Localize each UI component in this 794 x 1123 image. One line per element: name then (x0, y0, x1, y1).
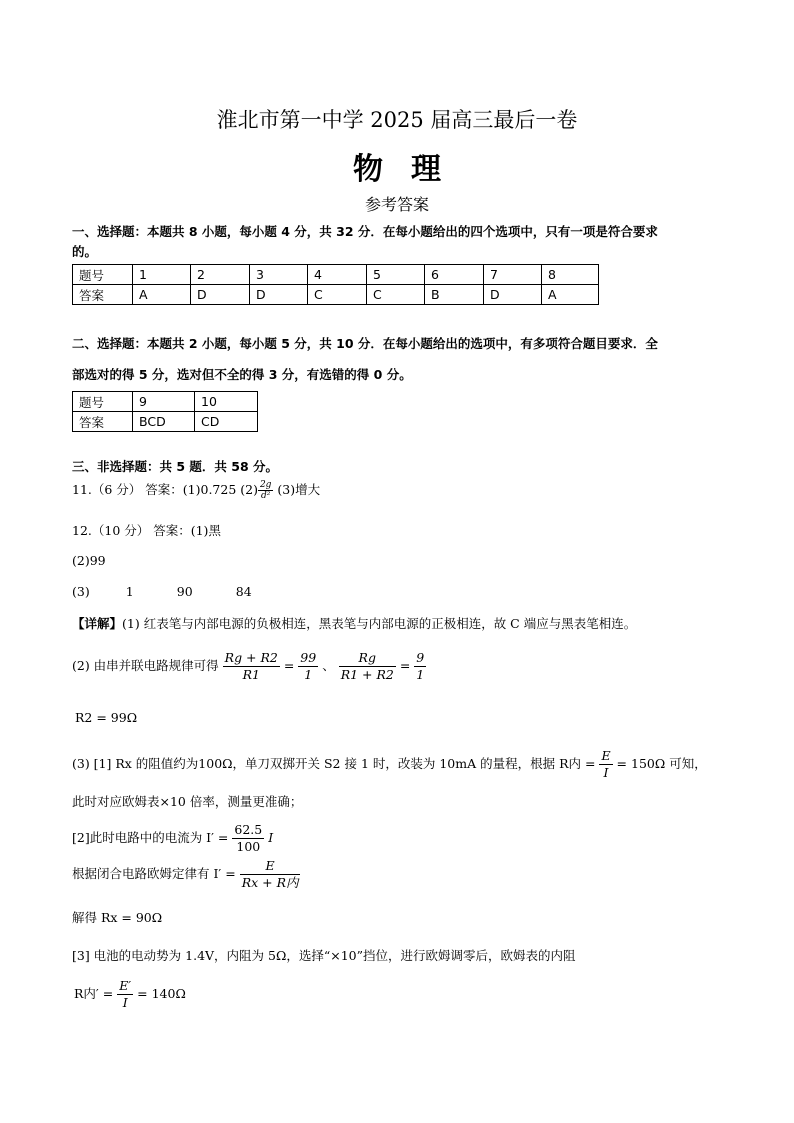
detail-label: 【详解】 (72, 616, 123, 631)
table-cell: D (191, 285, 250, 305)
detail-part3-line3: [3] 电池的电动势为 1.4V，内阻为 5Ω，选择“×10”挡位，进行欧姆调零后，欧姆表的内阻 (72, 948, 576, 963)
table-cell-label: 答案 (73, 285, 133, 305)
table-cell: A (133, 285, 191, 305)
table-cell: 9 (133, 392, 195, 412)
q11-suffix: (3)增大 (273, 482, 321, 497)
section3-heading: 三、非选择题：共 5 题．共 58 分。 (72, 459, 279, 474)
section2-answer-table (72, 391, 258, 432)
subject-title: 物理 (353, 152, 469, 187)
equation2-lhs (339, 650, 396, 683)
table-cell: 8 (542, 265, 599, 285)
equation2-rhs (414, 650, 426, 683)
table-cell: D (484, 285, 542, 305)
rin-fraction (117, 978, 133, 1011)
answers-title: 参考答案 (364, 195, 429, 214)
q12-part2: (2)99 (72, 553, 106, 568)
table-cell: 4 (308, 265, 367, 285)
q11-fraction (258, 480, 274, 501)
table-row-answers (73, 412, 258, 432)
detail-part3-line1 (72, 748, 707, 781)
frac-den: I (603, 765, 609, 780)
q12-part3-label: (3) (72, 584, 90, 599)
q11-answer (72, 480, 320, 501)
table-cell-label: 题号 (73, 392, 133, 412)
table-cell-label: 题号 (73, 265, 133, 285)
table-cell: 2 (191, 265, 250, 285)
table-cell: BCD (133, 412, 195, 432)
separator: 、 (322, 658, 335, 673)
frac-num: E (601, 748, 611, 763)
table-cell: 5 (367, 265, 425, 285)
table-cell: 6 (425, 265, 484, 285)
frac-den: R1 + R2 (340, 667, 394, 682)
frac-den: Rx + R内 (241, 875, 299, 890)
table-cell: A (542, 285, 599, 305)
ohm-prefix: 根据闭合电路欧姆定律有 I′ = (72, 866, 236, 881)
internal-resistance-equation (74, 978, 186, 1011)
frac-den: 1 (416, 667, 425, 682)
table-row-answers (73, 285, 599, 305)
table-cell: C (308, 285, 367, 305)
rx-result: 解得 Rx = 90Ω (72, 910, 163, 925)
table-cell: 3 (250, 265, 308, 285)
rin-suffix: = 140Ω (137, 986, 186, 1001)
q11-frac-den: d² (261, 491, 271, 501)
equation3 (599, 748, 612, 781)
current-equation (72, 822, 273, 855)
q12-part3 (72, 584, 252, 599)
frac-den: 100 (236, 839, 261, 854)
ohm-law-equation (72, 858, 300, 891)
detail-part1 (72, 614, 636, 632)
table-row-questions (73, 392, 258, 412)
detail-text: (1) 红表笔与内部电源的负极相连，黑表笔与内部电源的正极相连，故 C 端应与黑表笔相连。 (122, 616, 637, 631)
detail-part3-text-b: = 150Ω 可知， (616, 756, 707, 771)
table-cell: B (425, 285, 484, 305)
frac-num: Rg + R2 (224, 650, 278, 665)
frac-den: R1 (242, 667, 260, 682)
q12-part3-value: 84 (235, 584, 252, 599)
q11-prefix: 11.（6 分） 答案：(1)0.725 (2) (72, 482, 258, 497)
table-cell: 10 (195, 392, 258, 412)
current-prefix: [2]此时电路中的电流为 I′ = (72, 830, 229, 845)
detail-part3-line2: 此时对应欧姆表×10 倍率，测量更准确； (72, 794, 303, 809)
current-fraction (232, 822, 264, 855)
ohm-fraction (240, 858, 301, 891)
table-cell: 1 (133, 265, 191, 285)
frac-num: 99 (300, 650, 317, 665)
frac-num: Rg (339, 650, 396, 667)
frac-den: I (122, 995, 128, 1010)
section2-heading-line2: 部选对的得 5 分，选对但不全的得 3 分，有选错的得 0 分。 (72, 367, 412, 382)
table-cell-label: 答案 (73, 412, 133, 432)
equation1-rhs (298, 650, 318, 683)
section1-heading-line1: 一、选择题：本题共 8 小题，每小题 4 分，共 32 分．在每小题给出的四个选项中，只有一项是符合要求 (72, 224, 658, 239)
table-cell: 7 (484, 265, 542, 285)
table-cell: D (250, 285, 308, 305)
table-cell: C (367, 285, 425, 305)
q12-answer: 12.（10 分） 答案：(1)黑 (72, 523, 221, 538)
equation1-lhs (223, 650, 280, 683)
frac-den: 1 (304, 667, 313, 682)
q11-frac-num: 2g (259, 480, 272, 490)
r2-result: R2 = 99Ω (75, 710, 138, 725)
frac-num: 9 (416, 650, 425, 665)
table-row-questions (73, 265, 599, 285)
school-title: 淮北市第一中学 2025 届高三最后一卷 (216, 108, 578, 132)
frac-num: E (240, 858, 301, 875)
detail-part3-text-a: (3) [1] Rx 的阻值约为100Ω，单刀双掷开关 S2 接 1 时，改装为 10mA 的量程，根据 R内 = (72, 756, 596, 771)
detail-part2-prefix: (2) 由串并联电路规律可得 (72, 658, 219, 673)
section1-answer-table (72, 264, 599, 305)
q12-part3-value: 90 (176, 584, 193, 599)
q12-part3-value: 1 (125, 584, 134, 599)
frac-num: E′ (119, 978, 132, 993)
rin-prefix: R内′ = (74, 986, 114, 1001)
current-suffix: I (268, 830, 274, 845)
table-cell: CD (195, 412, 258, 432)
frac-num: 62.5 (234, 822, 263, 837)
section1-heading-line2: 的。 (72, 244, 98, 259)
section2-heading-line1: 二、选择题：本题共 2 小题，每小题 5 分，共 10 分．在每小题给出的选项中，有多项符合题目要求．全 (72, 336, 658, 351)
detail-part2: (2) 由串并联电路规律可得 $\frac{Rg + R2}{R1}$ = $\frac{99}{1}$ 、 $\frac{Rg}{R1 + R2}$ = $\frac{9}{1}$ (72, 650, 425, 682)
